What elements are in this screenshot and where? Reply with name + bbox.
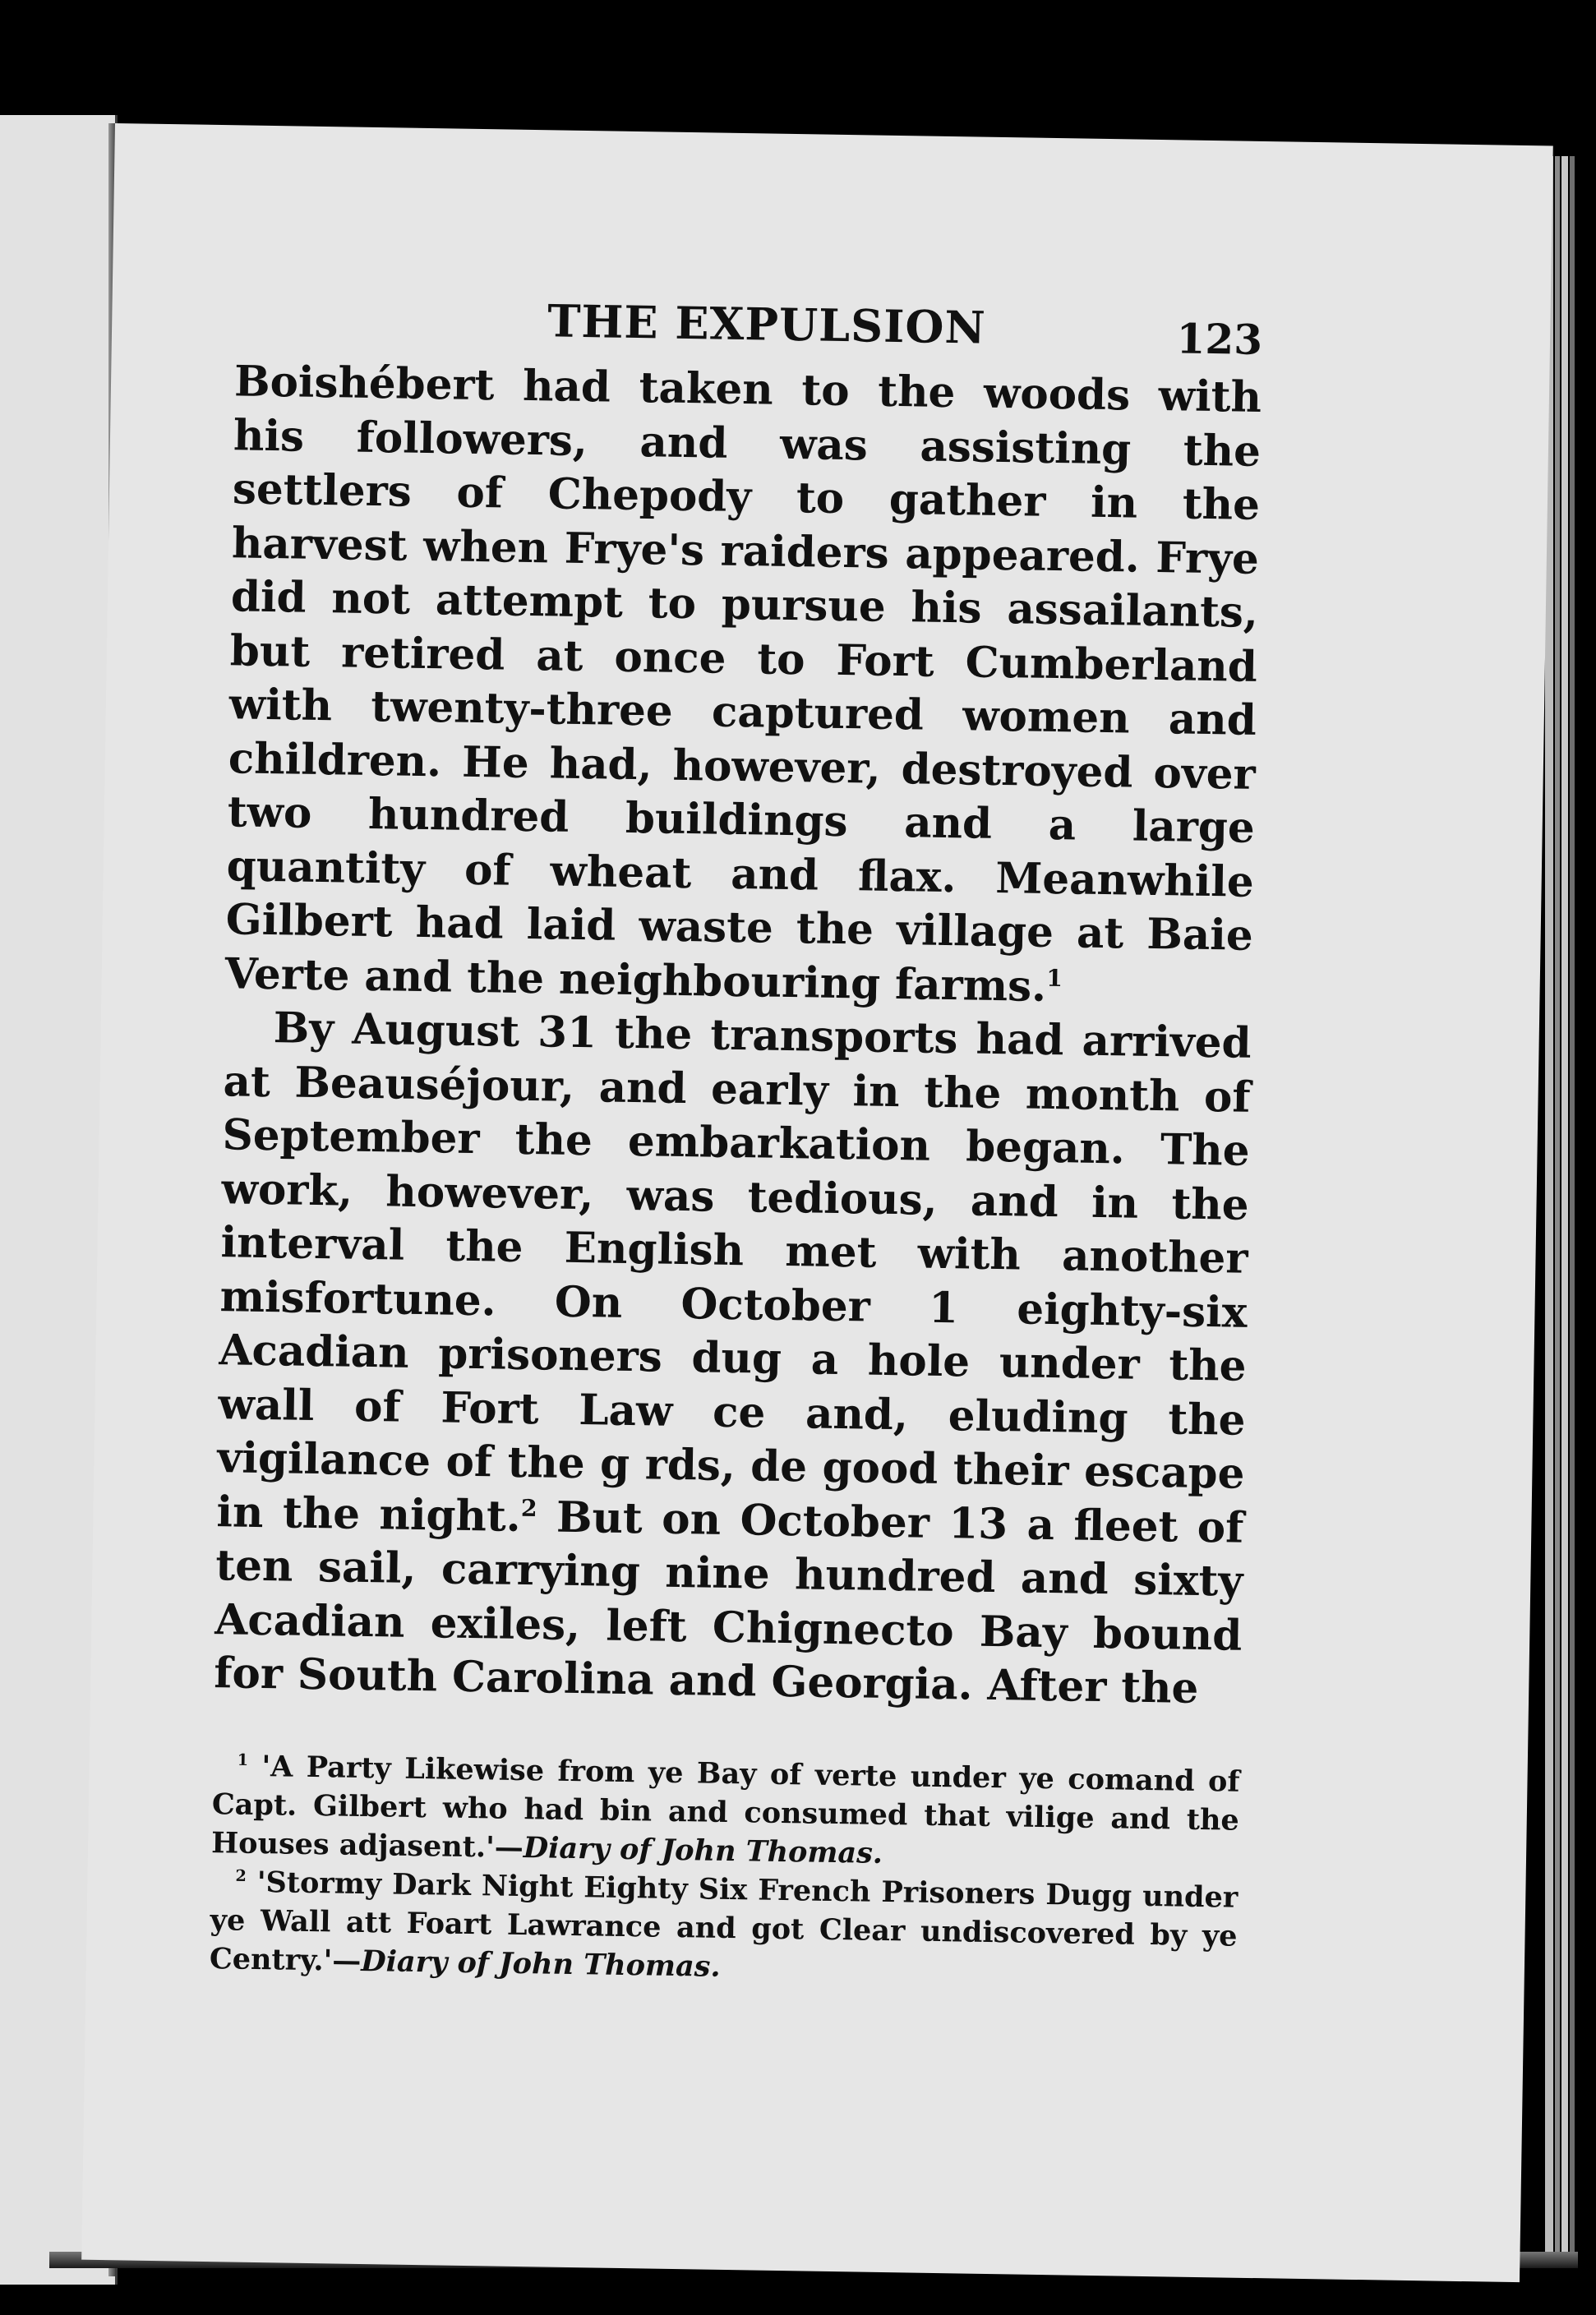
footnote-2 — [210, 1862, 1239, 1994]
footnote-ref-1: 1 — [1046, 963, 1063, 992]
body-text — [214, 355, 1262, 1717]
footnote-quote: 'A Party Likewise from ye Bay of verte under ye comand of Capt. Gilbert who had bin and consumed that vilige and the Houses adjasent.'— — [210, 1749, 1240, 1865]
paragraph-1 — [224, 355, 1262, 1017]
paragraph-text: By August 31 the transports had arrived at Beauséjour, and early in the month of September the embarkation began. The work, however, was tedious, and in the interval the English met with another misfortune. On October 1 eighty-six Acadian prisoners dug a hole under the wall of Fort Law ce and, eluding the vigilance of the g rds, de good their escape in the night. — [216, 1003, 1252, 1542]
book-page — [81, 123, 1553, 2282]
page-edge — [1555, 156, 1560, 2260]
page-edge — [1570, 156, 1575, 2260]
footnote-marker: 2 — [235, 1865, 247, 1885]
paragraph-2 — [214, 1001, 1252, 1717]
paragraph-text: Boishébert had taken to the woods with his followers, and was assisting the settlers of Chepody to gather in the harvest when Frye's raiders appeared. Frye did not attempt to pursue his assailants, but retired at once to Fort Cumberland with twenty-three captured women and children. He had, however, destroyed over two hundred buildings and a large quantity of wheat and flax. Meanwhile Gilbert had laid waste the village at Baie Verte and the neighbouring farms. — [224, 357, 1262, 1012]
footnote-quote: 'Stormy Dark Night Eighty Six French Prisoners Dugg under ye Wall att Foart Lawrance and got Clear undiscovered by ye Centry.'— — [209, 1865, 1239, 1978]
footnote-ref-2: 2 — [520, 1493, 537, 1522]
footnote-marker: 1 — [237, 1750, 249, 1769]
running-title: THE EXPULSION — [547, 294, 987, 354]
footnote-1 — [211, 1746, 1240, 1879]
paragraph-text: But on October 13 a fleet of ten sail, carrying nine hundred and sixty Acadian exiles, left Chignecto Bay bound for South Carolina and Georgia. After the — [213, 1492, 1244, 1713]
footnote-source: Diary of John Thomas. — [360, 1944, 721, 1984]
footnotes — [210, 1746, 1240, 1994]
footnote-source: Diary of John Thomas. — [523, 1830, 883, 1870]
page-edge — [1561, 156, 1568, 2260]
page-content — [210, 289, 1263, 1994]
page-number: 123 — [1176, 314, 1263, 364]
